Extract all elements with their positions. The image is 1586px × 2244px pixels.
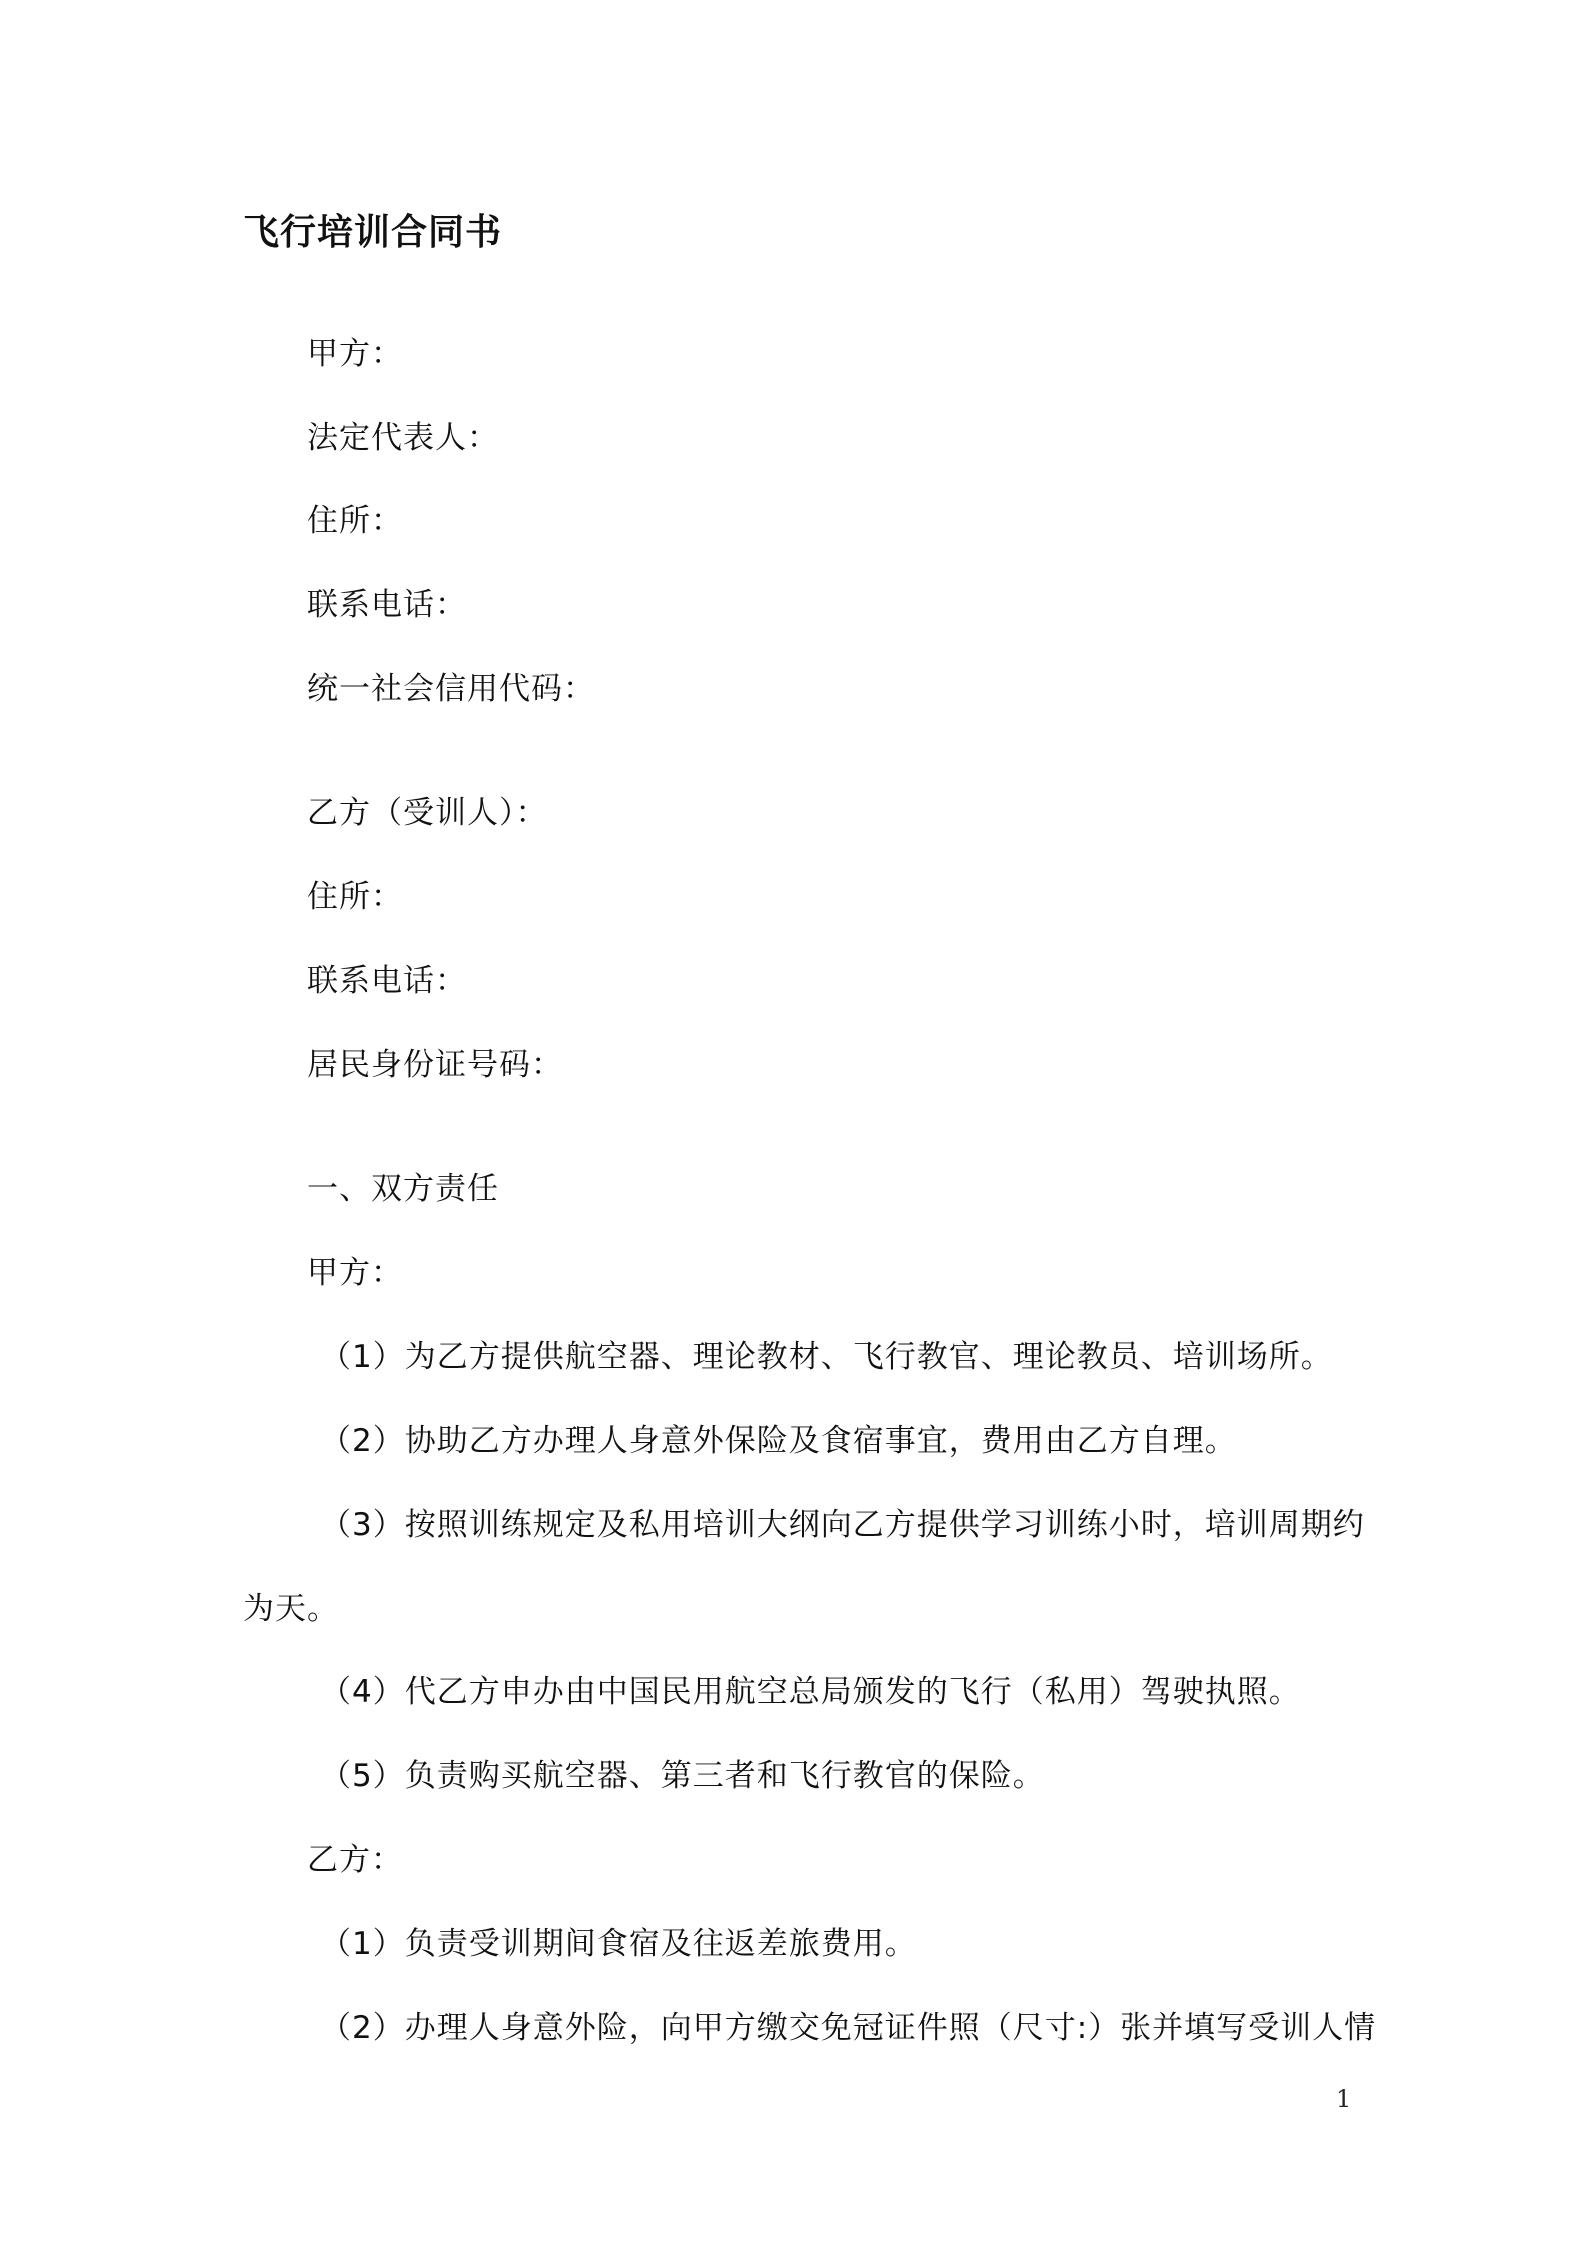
party-a-address: 住所： [307,503,403,539]
party-a-item-4: （4）代乙方申办由中国民用航空总局颁发的飞行（私用）驾驶执照。 [320,1674,1301,1710]
party-a-item-3-continuation: 为天。 [243,1591,339,1627]
party-a-item-3: （3）按照训练规定及私用培训大纲向乙方提供学习训练小时，培训周期约 [320,1507,1365,1543]
party-b-label: 乙方（受训人）： [307,795,548,831]
party-a-item-1: （1）为乙方提供航空器、理论教材、飞行教官、理论教员、培训场所。 [320,1339,1333,1375]
party-a-item-5: （5）负责购买航空器、第三者和飞行教官的保险。 [320,1758,1045,1794]
party-b-item-1: （1）负责受训期间食宿及往返差旅费用。 [320,1926,917,1962]
section-1-heading: 一、双方责任 [307,1171,499,1207]
party-a-item-2: （2）协助乙方办理人身意外保险及食宿事宜，费用由乙方自理。 [320,1423,1237,1459]
party-b-id-number: 居民身份证号码： [307,1047,563,1083]
party-b-item-2: （2）办理人身意外险，向甲方缴交免冠证件照（尺寸:）张并填写受训人情 [320,2010,1377,2046]
party-b-phone: 联系电话： [307,963,467,999]
page-number: 1 [1336,2085,1352,2113]
section-1-party-b-label: 乙方： [307,1842,403,1878]
party-b-address: 住所： [307,879,403,915]
document-title: 飞行培训合同书 [243,212,503,253]
party-a-credit-code: 统一社会信用代码： [307,671,595,707]
party-a-legal-rep: 法定代表人： [307,420,499,456]
party-a-label: 甲方： [307,336,403,372]
party-a-phone: 联系电话： [307,587,467,623]
section-1-party-a-label: 甲方： [307,1255,403,1291]
